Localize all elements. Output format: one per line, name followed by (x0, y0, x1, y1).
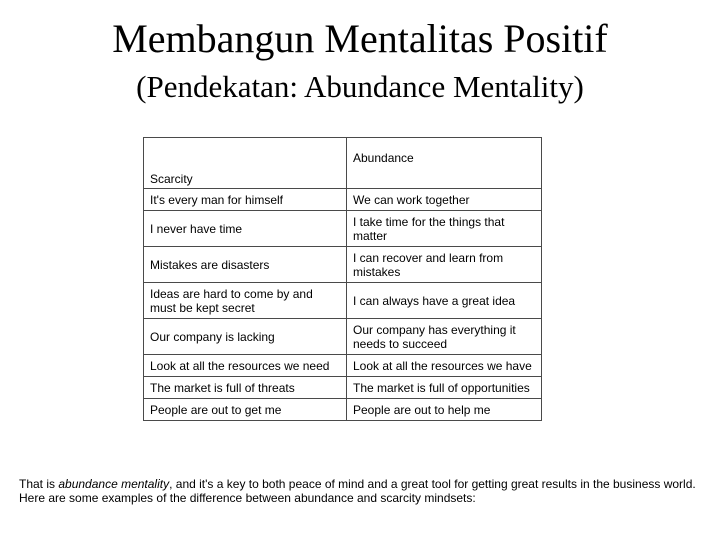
abundance-cell: We can work together (347, 189, 542, 211)
scarcity-cell: People are out to get me (144, 399, 347, 421)
abundance-cell: I take time for the things that matter (347, 211, 542, 247)
footer-line1-rest: , and it's a key to both peace of mind and a great tool for getting great results in the business world. (169, 477, 696, 491)
table-row (144, 247, 542, 283)
scarcity-cell: The market is full of threats (144, 377, 347, 399)
abundance-header: Abundance (347, 138, 542, 189)
scarcity-cell: Look at all the resources we need (144, 355, 347, 377)
comparison-table (143, 137, 542, 421)
scarcity-cell: It's every man for himself (144, 189, 347, 211)
table-row (144, 283, 542, 319)
scarcity-cell: I never have time (144, 211, 347, 247)
scarcity-cell: Mistakes are disasters (144, 247, 347, 283)
scarcity-cell: Our company is lacking (144, 319, 347, 355)
table-header-row (144, 138, 542, 189)
table-row (144, 377, 542, 399)
table-row (144, 399, 542, 421)
scarcity-cell: Ideas are hard to come by and must be kept secret (144, 283, 347, 319)
abundance-cell: I can recover and learn from mistakes (347, 247, 542, 283)
footer-lead: That is (19, 477, 59, 491)
slide-title: Membangun Mentalitas Positif (112, 16, 608, 61)
footer-emphasis: abundance mentality (58, 477, 170, 491)
footer-line-1 (19, 477, 709, 491)
abundance-cell: I can always have a great idea (347, 283, 542, 319)
table-row (144, 211, 542, 247)
abundance-cell: The market is full of opportunities (347, 377, 542, 399)
table-row (144, 319, 542, 355)
table-row (144, 355, 542, 377)
scarcity-header: Scarcity (144, 138, 347, 189)
abundance-cell: People are out to help me (347, 399, 542, 421)
footer-line-2: Here are some examples of the difference between abundance and scarcity mindsets: (19, 491, 476, 505)
footer-paragraph (19, 477, 709, 505)
abundance-cell: Look at all the resources we have (347, 355, 542, 377)
table-row (144, 189, 542, 211)
slide-subtitle: (Pendekatan: Abundance Mentality) (136, 69, 584, 104)
abundance-cell: Our company has everything it needs to succeed (347, 319, 542, 355)
